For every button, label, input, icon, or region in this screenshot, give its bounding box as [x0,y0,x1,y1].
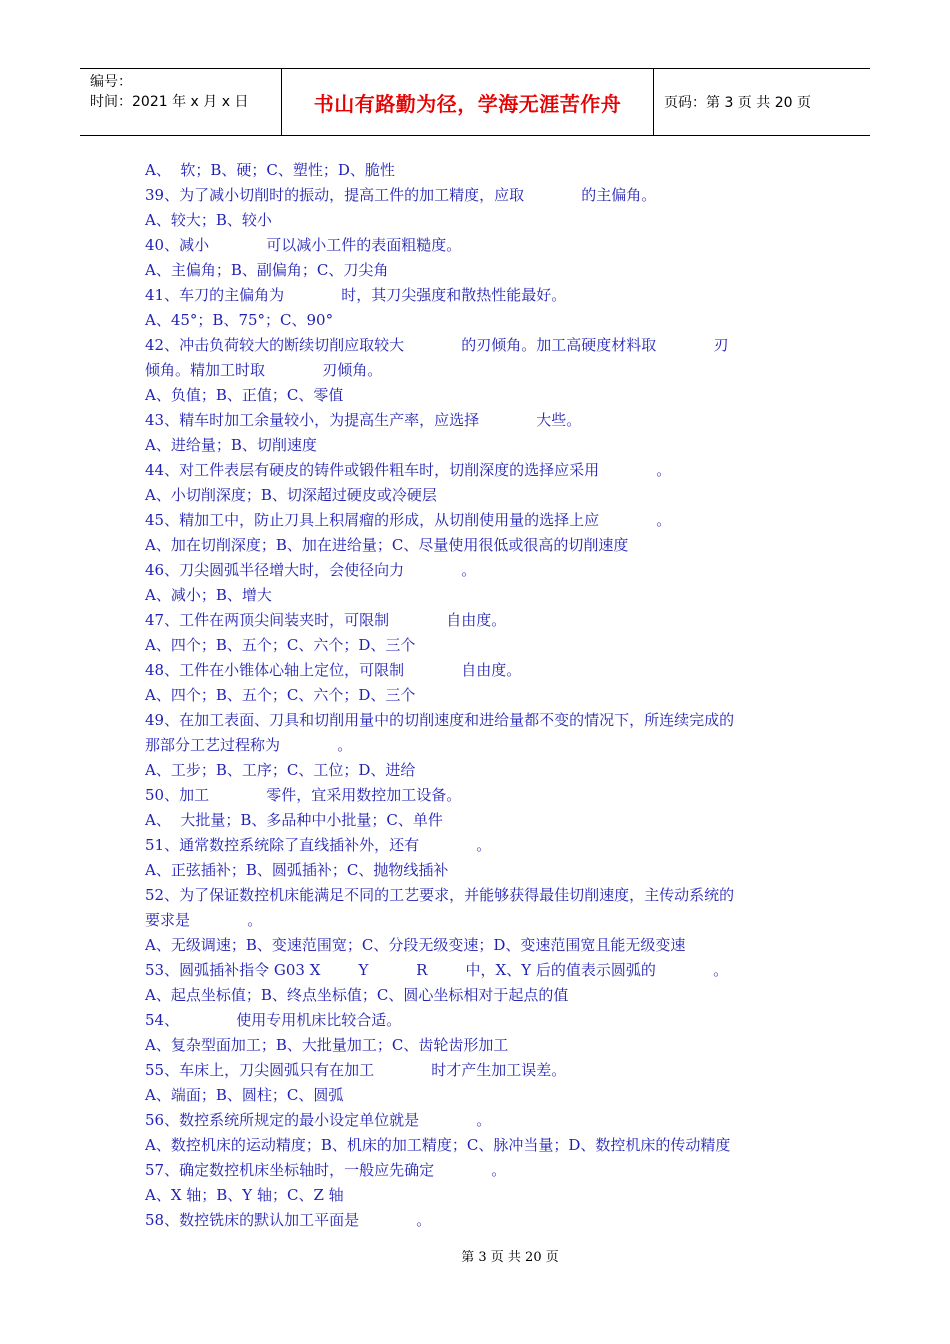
text-line: A、工步；B、工序；C、工位；D、进给 [145,761,416,779]
text-line: A、数控机床的运动精度；B、机床的加工精度；C、脉冲当量；D、数控机床的传动精度 [145,1136,731,1154]
text-line: 51、通常数控系统除了直线插补外，还有 。 [145,836,492,854]
text-line: 52、为了保证数控机床能满足不同的工艺要求，并能够获得最佳切削速度，主传动系统的 [145,886,735,904]
text-line: 那部分工艺过程称为 。 [145,736,353,754]
text-line: 58、数控铣床的默认加工平面是 。 [145,1211,432,1229]
text-line: 53、圆弧插补指令 G03 X Y R 中，X、Y 后的值表示圆弧的 。 [145,961,729,979]
text-line: A、 软；B、硬；C、塑性；D、脆性 [145,161,395,179]
text-line: A、 大批量；B、多品种中小批量；C、单件 [145,811,443,829]
text-line: A、加在切削深度；B、加在进给量；C、尽量使用很低或很高的切削速度 [145,536,629,554]
text-line: 42、冲击负荷较大的断续切削应取较大 的刃倾角。加工高硬度材料取 刃 [145,336,729,354]
header-number-label: 编号： [90,74,132,90]
header-time-label: 时间：2021 年 x 月 x 日 [90,94,249,110]
text-line: A、小切削深度；B、切深超过硬皮或冷硬层 [145,486,437,504]
text-line: 40、减小 可以减小工件的表面粗糙度。 [145,236,462,254]
text-line: A、复杂型面加工；B、大批量加工；C、齿轮齿形加工 [145,1036,509,1054]
text-line: A、端面；B、圆柱；C、圆弧 [145,1086,344,1104]
text-line: A、X 轴；B、Y 轴；C、Z 轴 [145,1186,344,1204]
header-info-cell [80,69,282,135]
text-line: A、主偏角；B、副偏角；C、刀尖角 [145,261,389,279]
text-line: 46、刀尖圆弧半径增大时，会使径向力 。 [145,561,477,579]
text-line: A、较大；B、较小 [145,211,272,229]
text-line: 50、加工 零件，宜采用数控加工设备。 [145,786,462,804]
text-line: 44、对工件表层有硬皮的铸件或锻件粗车时，切削深度的选择应采用 。 [145,461,672,479]
text-line: 48、工件在小锥体心轴上定位，可限制 自由度。 [145,661,522,679]
text-line: 49、在加工表面、刀具和切削用量中的切削速度和进给量都不变的情况下，所连续完成的 [145,711,735,729]
text-line: 39、为了减小切削时的振动，提高工件的加工精度，应取 的主偏角。 [145,186,657,204]
text-line: 57、确定数控机床坐标轴时，一般应先确定 。 [145,1161,507,1179]
text-line: 41、车刀的主偏角为 时，其刀尖强度和散热性能最好。 [145,286,567,304]
page-header [80,68,870,136]
text-line: A、45°；B、75°；C、90° [145,311,334,329]
page-footer: 第 3 页 共 20 页 [461,1250,559,1265]
header-motto: 书山有路勤为径，学海无涯苦作舟 [282,69,654,135]
text-line: A、起点坐标值；B、终点坐标值；C、圆心坐标相对于起点的值 [145,986,569,1004]
text-line: A、正弦插补；B、圆弧插补；C、抛物线插补 [145,861,449,879]
text-line: 47、工件在两顶尖间装夹时，可限制 自由度。 [145,611,507,629]
text-line: 56、数控系统所规定的最小设定单位就是 。 [145,1111,492,1129]
text-line: A、无级调速；B、变速范围宽；C、分段无级变速；D、变速范围宽且能无级变速 [145,936,686,954]
question-list [145,158,805,1233]
text-line: A、四个；B、五个；C、六个；D、三个 [145,686,416,704]
text-line: A、进给量；B、切削速度 [145,436,317,454]
header-page-info: 页码：第 3 页 共 20 页 [664,95,811,111]
text-line: 54、 使用专用机床比较合适。 [145,1011,402,1029]
text-line: A、负值；B、正值；C、零值 [145,386,344,404]
text-line: 45、精加工中，防止刀具上积屑瘤的形成，从切削使用量的选择上应 。 [145,511,672,529]
text-line: 43、精车时加工余量较小，为提高生产率，应选择 大些。 [145,411,582,429]
text-line: A、减小；B、增大 [145,586,272,604]
text-line: 要求是 。 [145,911,263,929]
text-line: 倾角。精加工时取 刃倾角。 [145,361,383,379]
text-line: A、四个；B、五个；C、六个；D、三个 [145,636,416,654]
text-line: 55、车床上，刀尖圆弧只有在加工 时才产生加工误差。 [145,1061,567,1079]
